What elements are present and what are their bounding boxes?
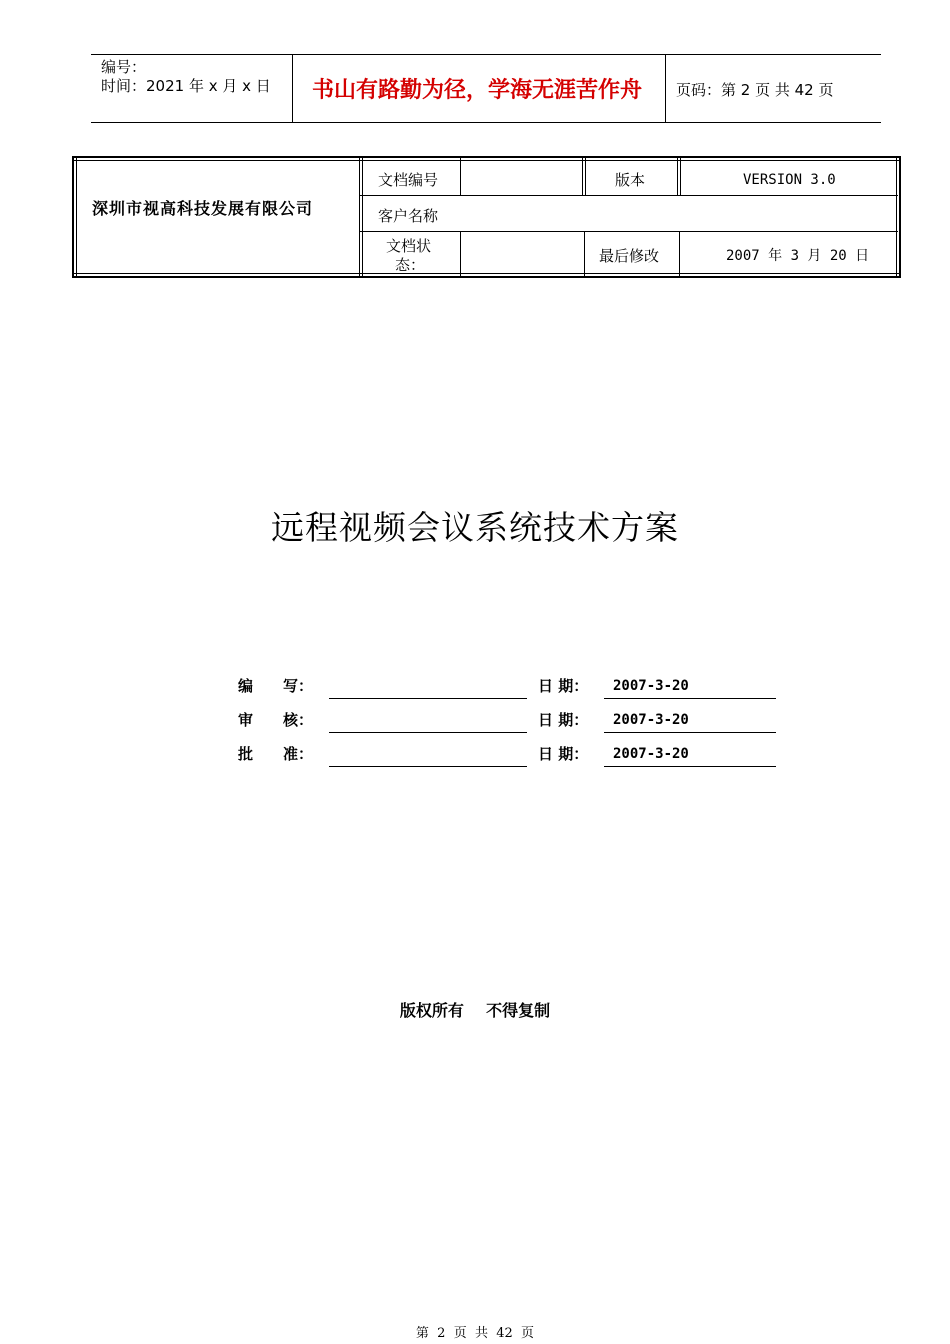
table-border bbox=[896, 156, 897, 277]
version-value: VERSION 3.0 bbox=[743, 172, 836, 188]
table-row-line bbox=[360, 195, 898, 196]
author-date-line bbox=[604, 698, 776, 699]
table-col-line bbox=[677, 156, 678, 195]
table-border bbox=[72, 156, 74, 277]
copyright-notice: 版权所有 不得复制 bbox=[399, 1001, 551, 1020]
approve-date-line bbox=[604, 766, 776, 767]
table-col-line bbox=[679, 232, 680, 276]
status-label-cont: 态： bbox=[395, 256, 426, 274]
time-label: 时间：2021 年 x 月 x 日 bbox=[101, 77, 271, 95]
header-bottom-rule bbox=[91, 122, 881, 123]
author-date: 2007-3-20 bbox=[613, 678, 689, 694]
customer-label: 客户名称 bbox=[378, 207, 439, 225]
approve-date-label: 日 期： bbox=[538, 745, 589, 763]
table-col-line bbox=[585, 156, 586, 195]
review-date-label: 日 期： bbox=[538, 711, 589, 729]
table-col-line bbox=[460, 156, 461, 195]
approve-line[interactable] bbox=[329, 766, 527, 767]
author-date-label: 日 期： bbox=[538, 677, 589, 695]
approve-label: 批 准： bbox=[238, 745, 314, 763]
header-divider-right bbox=[665, 54, 666, 122]
last-modified-label: 最后修改 bbox=[599, 247, 660, 265]
table-border bbox=[72, 160, 901, 161]
doc-number-label: 文档编号 bbox=[378, 171, 439, 189]
header-divider-left bbox=[292, 54, 293, 122]
review-date: 2007-3-20 bbox=[613, 712, 689, 728]
table-col-line bbox=[460, 232, 461, 276]
author-line[interactable] bbox=[329, 698, 527, 699]
table-border bbox=[72, 156, 901, 158]
header-top-rule bbox=[91, 54, 881, 55]
review-date-line bbox=[604, 732, 776, 733]
table-divider bbox=[362, 156, 363, 277]
table-border bbox=[76, 156, 77, 277]
info-table bbox=[72, 156, 901, 277]
page-footer: 第 2 页 共 42 页 bbox=[415, 1326, 535, 1341]
table-border bbox=[72, 273, 901, 274]
status-label: 文档状 bbox=[386, 237, 432, 255]
last-modified-value: 2007 年 3 月 20 日 bbox=[726, 248, 870, 264]
table-border bbox=[72, 276, 901, 278]
page-info: 页码：第 2 页 共 42 页 bbox=[676, 81, 834, 99]
version-label: 版本 bbox=[615, 171, 646, 189]
table-row-line bbox=[360, 231, 898, 232]
company-name: 深圳市视高科技发展有限公司 bbox=[92, 199, 314, 218]
doc-number-label: 编号： bbox=[101, 58, 147, 76]
document-title: 远程视频会议系统技术方案 bbox=[271, 508, 679, 547]
table-col-line bbox=[584, 232, 585, 276]
motto: 书山有路勤为径，学海无涯苦作舟 bbox=[312, 77, 643, 103]
table-divider bbox=[359, 156, 360, 277]
author-label: 编 写： bbox=[238, 677, 314, 695]
review-label: 审 核： bbox=[238, 711, 314, 729]
table-col-line bbox=[680, 156, 681, 195]
approve-date: 2007-3-20 bbox=[613, 746, 689, 762]
table-border bbox=[899, 156, 901, 277]
review-line[interactable] bbox=[329, 732, 527, 733]
table-col-line bbox=[582, 156, 583, 195]
